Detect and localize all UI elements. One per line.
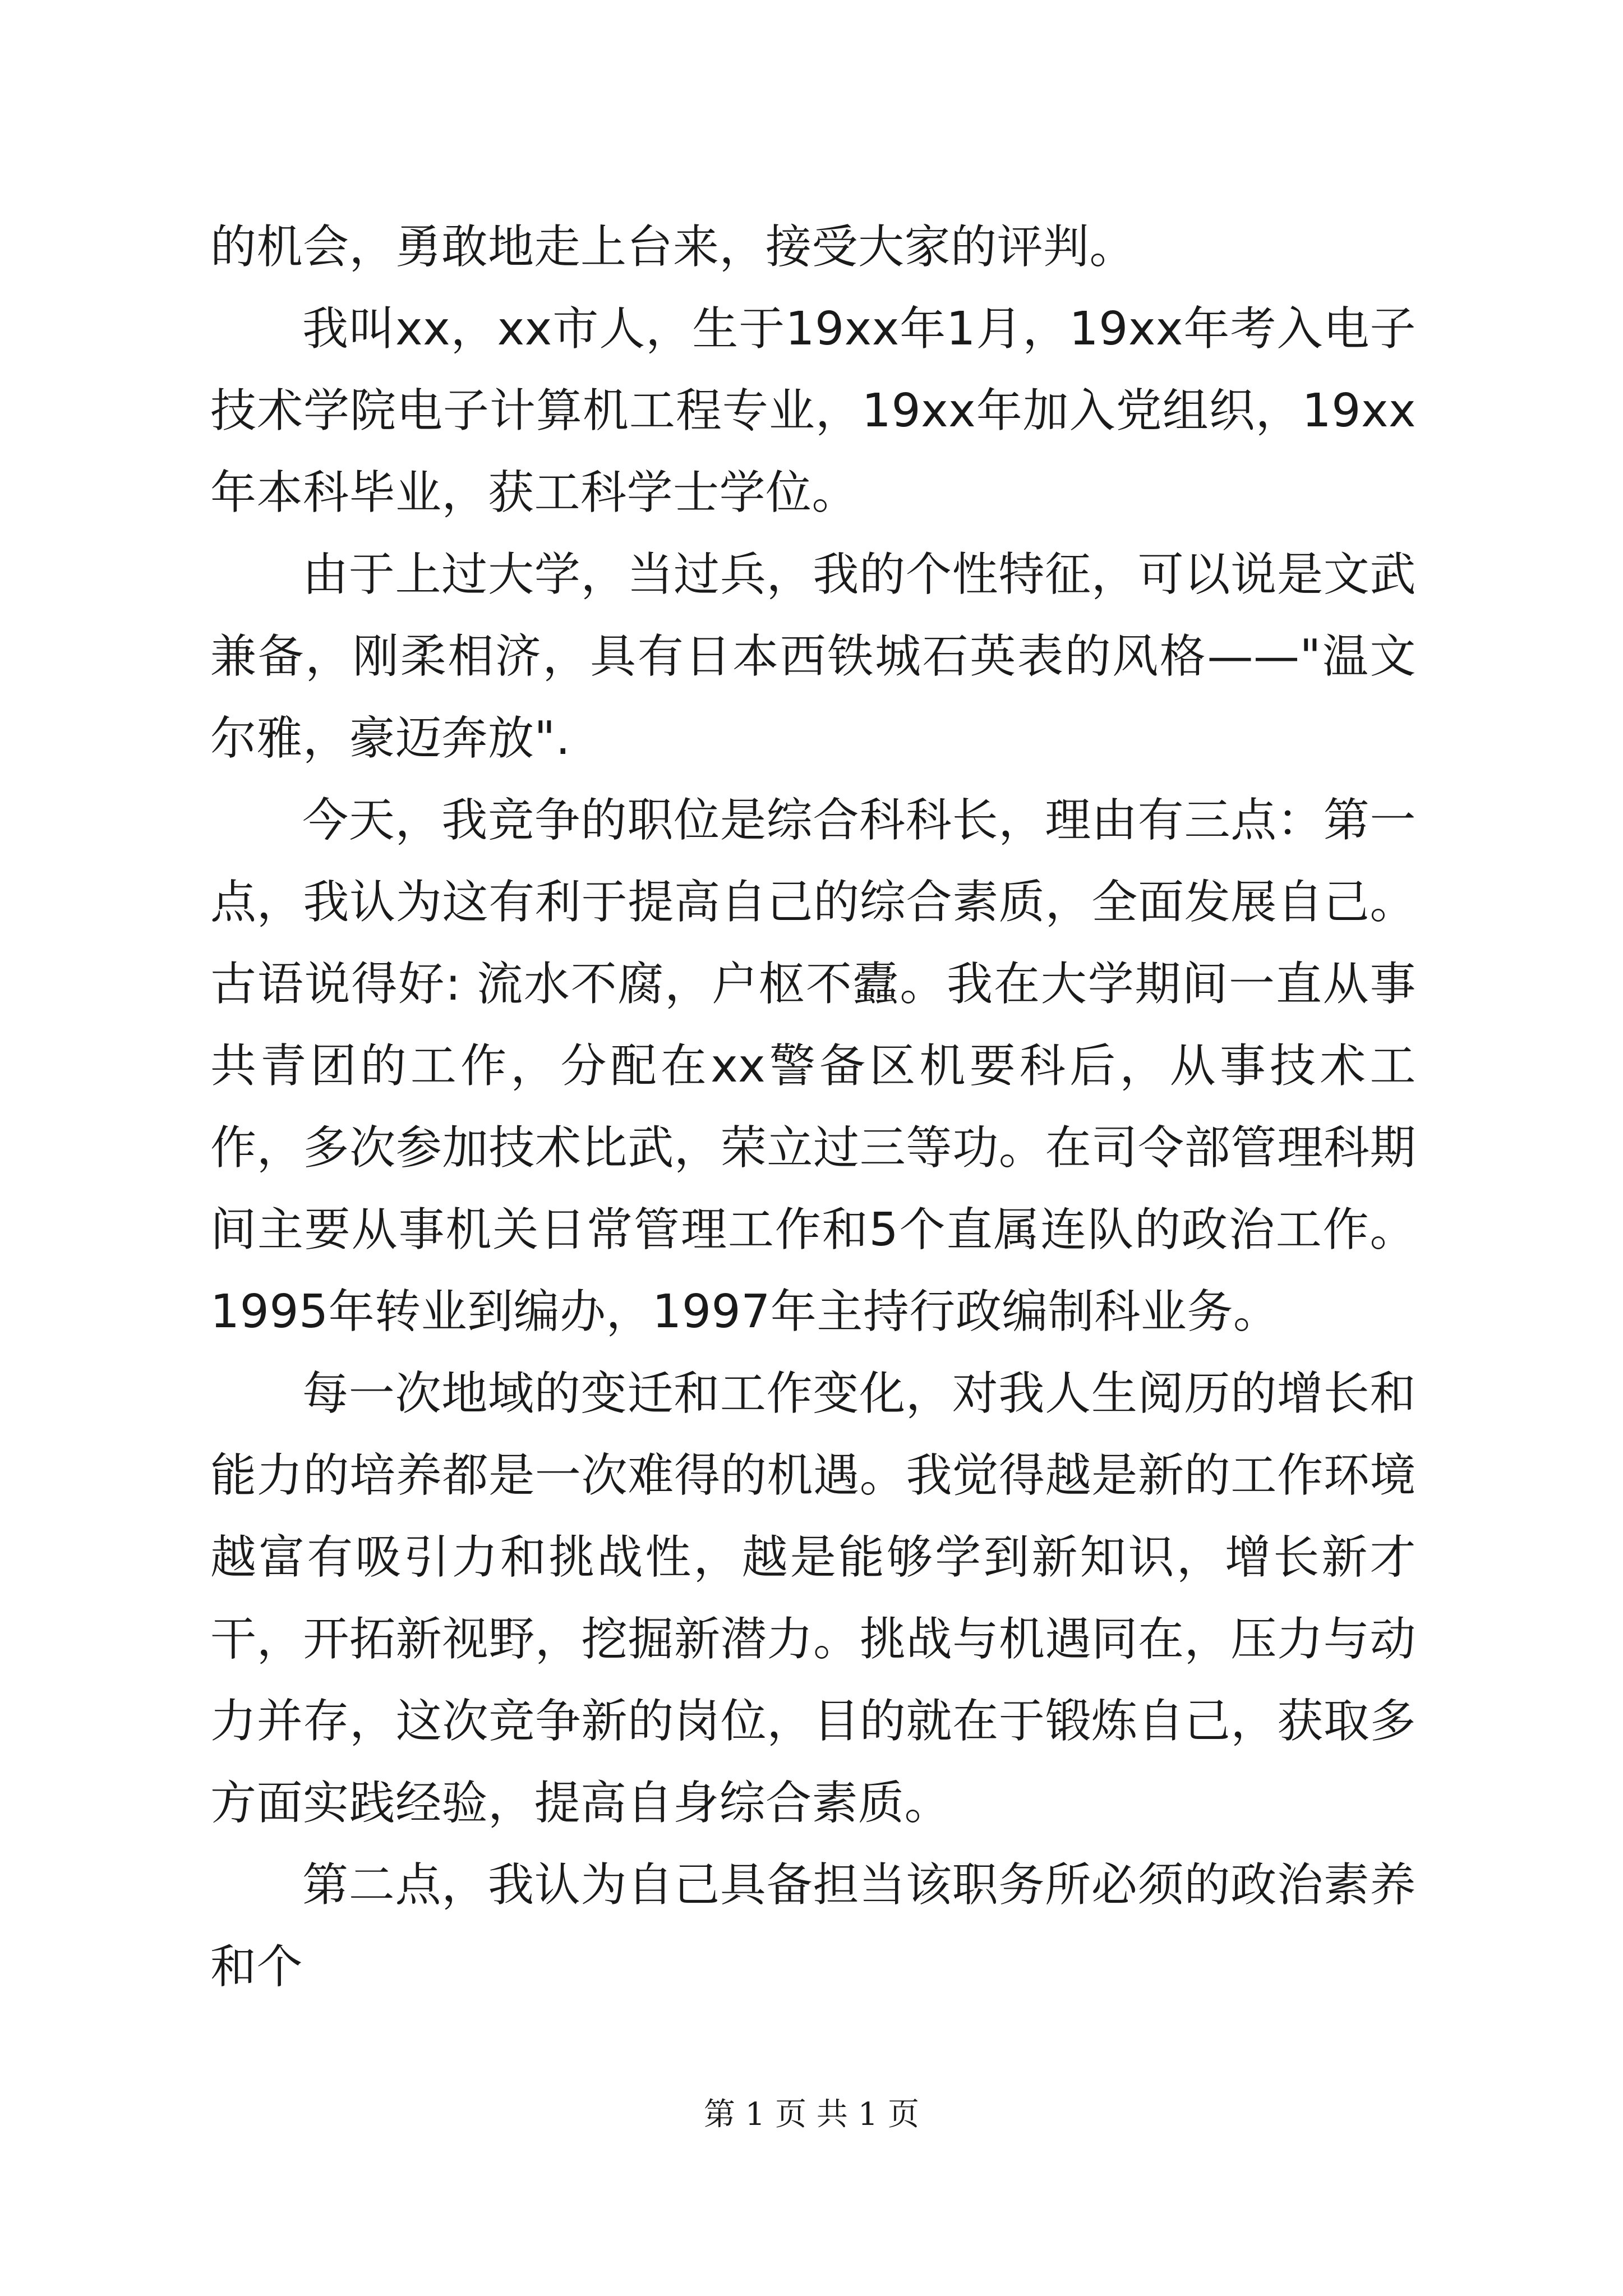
paragraph: 每一次地域的变迁和工作变化，对我人生阅历的增长和能力的培养都是一次难得的机遇。我觉得越是新的工作环境越富有吸引力和挑战性，越是能够学到新知识，增长新才干，开拓新视野，挖掘新潜力。挑战与机遇同在，压力与动力并存，这次竞争新的岗位，目的就在于锻炼自己，获取多方面实践经验，提高自身综合素质。 <box>210 1367 1416 1830</box>
paragraph: 今天，我竞争的职位是综合科科长，理由有三点：第一点，我认为这有利于提高自己的综合素质，全面发展自己。古语说得好: 流水不腐，户枢不蠹。我在大学期间一直从事共青团的工作，分配在xx警备区机要科后，从事技术工作，多次参加技术比武，荣立过三等功。在司令部管理科期间主要从事机关日常管理工作和5个直属连队的政治工作。1995年转业到编办，1997年主持行政编制科业务。 <box>210 794 1416 1338</box>
paragraph: 我叫xx，xx市人，生于19xx年1月，19xx年考入电子技术学院电子计算机工程专业，19xx年加入党组织，19xx年本科毕业，获工科学士学位。 <box>210 302 1416 519</box>
document-body <box>210 206 1416 2008</box>
page-footer: 第 1 页 共 1 页 <box>703 2096 920 2133</box>
paragraph: 第二点，我认为自己具备担当该职务所必须的政治素养和个 <box>210 1858 1416 1994</box>
paragraph: 由于上过大学，当过兵，我的个性特征，可以说是文武兼备，刚柔相济，具有日本西铁城石英表的风格——"温文尔雅，豪迈奔放". <box>210 548 1416 765</box>
paragraph: 的机会，勇敢地走上台来，接受大家的评判。 <box>210 220 1136 274</box>
